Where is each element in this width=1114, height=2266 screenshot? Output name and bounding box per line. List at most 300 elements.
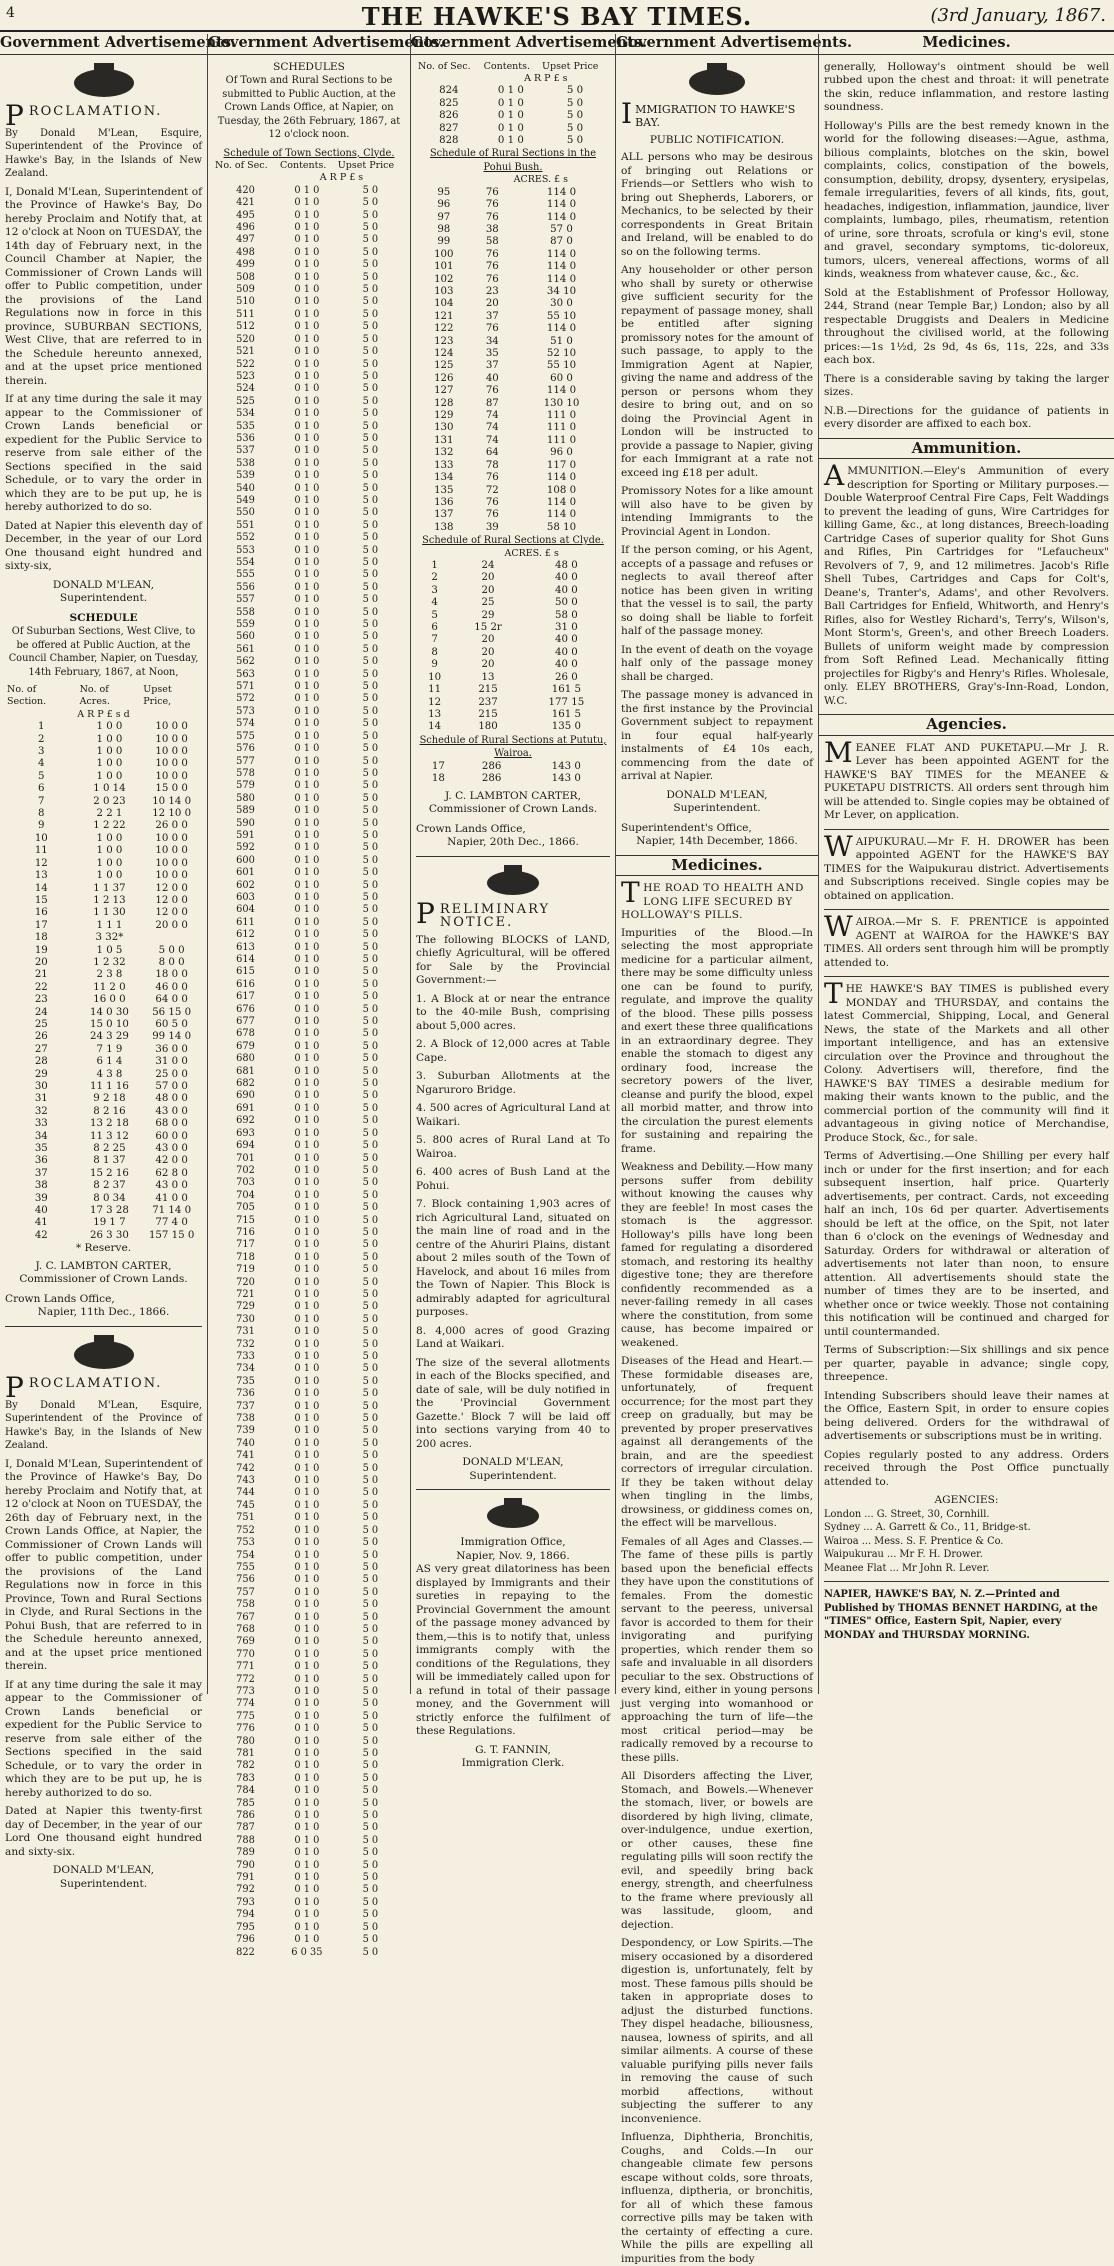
table-cell: 114 0 — [546, 273, 577, 285]
table-cell: 0 1 0 — [294, 1872, 320, 1884]
medicine-saving: There is a considerable saving by taking the larger sizes. — [824, 372, 1109, 398]
table-cell: 15 0 10 — [89, 1018, 129, 1030]
table-row — [416, 610, 610, 622]
table-row — [213, 334, 405, 346]
table-row — [213, 197, 405, 209]
table-cell: 602 — [236, 879, 255, 891]
table-cell: 5 0 — [362, 1499, 379, 1511]
table-cell: 130 — [434, 422, 454, 434]
table-cell: 0 1 0 — [294, 1338, 320, 1350]
table-row — [213, 1351, 405, 1363]
table-cell: 720 — [236, 1276, 255, 1288]
table-cell: 16 — [34, 907, 48, 919]
table-row — [213, 520, 405, 532]
table-cell: 5 0 — [362, 1425, 379, 1437]
table-cell: 8 1 37 — [93, 1155, 126, 1167]
notice-item: 3. Suburban Allotments at the Ngaruroro Bridge. — [416, 1070, 610, 1096]
table-cell: 522 — [236, 358, 255, 370]
table-cell: 573 — [236, 705, 255, 717]
table-row — [416, 261, 610, 273]
newspaper-title: THE HAWKE'S BAY TIMES. — [361, 2, 753, 31]
table-cell: 5 0 — [362, 1847, 379, 1859]
table-cell: 24 3 29 — [89, 1031, 129, 1043]
table-cell: 603 — [236, 891, 255, 903]
table-row — [5, 1019, 202, 1031]
table-cell: 0 1 0 — [294, 1189, 320, 1201]
table-cell: 96 — [437, 199, 451, 211]
table-cell: 702 — [236, 1164, 255, 1176]
table-cell: 592 — [236, 842, 255, 854]
medicine-paragraph: Weakness and Debility.—How many persons suffer from debility without knowing the causes why they are feeble! In most cases the stomach is the aggressor. Holloway's pills have long been famed for regulating a disordered stomach, and restoring its healthy digestive tone; they are therefore confidently recommended as a never-failing remedy in all cases where the constitution, from some cause, has become impaired or weakened. — [621, 1161, 813, 1349]
table-row — [5, 721, 202, 733]
table-cell: 0 1 0 — [294, 1698, 320, 1710]
table-cell: 51 0 — [550, 335, 573, 347]
table-row — [213, 706, 405, 718]
table-cell: 0 1 0 — [294, 321, 320, 333]
table-row — [416, 684, 610, 696]
table-cell: 8 2 16 — [93, 1105, 126, 1117]
table-row — [213, 1438, 405, 1450]
table-cell: 40 0 — [555, 659, 578, 671]
table-cell: 5 0 — [362, 879, 379, 891]
table-row — [5, 808, 202, 820]
table-cell: 0 1 0 — [294, 681, 320, 693]
agencies-heading: AGENCIES: — [934, 1494, 999, 1506]
table-cell: 42 — [34, 1229, 48, 1241]
table-cell: 5 0 — [362, 1810, 379, 1822]
table-cell: 5 0 — [362, 321, 379, 333]
table-cell: 60 0 — [550, 372, 573, 384]
table-cell: 60 0 0 — [155, 1130, 188, 1142]
table-cell: 5 0 — [362, 1177, 379, 1189]
table-row — [5, 796, 202, 808]
table-row — [5, 746, 202, 758]
table-row — [213, 1612, 405, 1624]
table-cell: 4 — [38, 758, 45, 770]
table-cell: 128 — [434, 397, 454, 409]
table-cell: 5 0 — [362, 457, 379, 469]
table-cell: 5 0 — [362, 805, 379, 817]
table-cell: 99 — [437, 236, 451, 248]
immigration-paragraph: ALL persons who may be desirous of bringing out Relations or Friends—or Settlers who wish to bring out Shepherds, Laborers, or Mechanics, to be selected by their correspondents in Great Britain and Ireland, will be enabled to do so on the following terms. — [621, 151, 813, 258]
table-cell: 825 — [439, 97, 459, 109]
table-cell: 5 0 — [362, 1301, 379, 1313]
table-cell: 1 0 0 — [96, 733, 123, 745]
table-row — [416, 560, 610, 572]
table-cell: 5 0 — [362, 370, 379, 382]
table-cell: 5 0 — [362, 1884, 379, 1896]
table-cell: 5 0 — [362, 619, 379, 631]
table-cell: 0 1 0 — [294, 1797, 320, 1809]
table-row — [213, 631, 405, 643]
table-cell: 0 1 0 — [294, 867, 320, 879]
table-cell: 0 1 0 — [294, 383, 320, 395]
table-cell: 0 1 0 — [294, 1847, 320, 1859]
table-cell: 157 15 0 — [148, 1229, 195, 1241]
medicine-continued: generally, Holloway's ointment should be well rubbed upon the chest and throat: it will penetrate the skin, reduce inflammation, and restore lasting soundness. — [824, 60, 1109, 113]
table-cell: 10 0 0 — [155, 746, 188, 758]
table-row — [416, 485, 610, 497]
table-cell: 5 0 — [362, 978, 379, 990]
col-header: Contents. — [279, 160, 327, 171]
table-cell: 0 1 0 — [294, 246, 320, 258]
table-cell: 770 — [236, 1648, 255, 1660]
table-row — [213, 383, 405, 395]
table-row — [213, 321, 405, 333]
town-sections-cont — [416, 61, 610, 148]
table-row — [213, 805, 405, 817]
table-cell: 12 — [428, 696, 442, 708]
table-cell: 559 — [236, 619, 255, 631]
section-heading: Agencies. — [819, 714, 1114, 736]
table-cell: 286 — [481, 760, 502, 772]
table-cell: 11 3 12 — [89, 1130, 129, 1142]
table-row — [416, 323, 610, 335]
table-cell: 5 0 — [362, 234, 379, 246]
table-cell: 737 — [236, 1400, 255, 1412]
table-row — [213, 1512, 405, 1524]
table-row — [5, 957, 202, 969]
table-cell: 16 0 0 — [93, 994, 126, 1006]
table-cell: 0 1 0 — [294, 470, 320, 482]
table-cell: 10 0 0 — [155, 721, 188, 733]
table-cell: 14 0 30 — [89, 1006, 129, 1018]
table-cell: 71 14 0 — [152, 1205, 192, 1217]
table-cell: 111 0 — [546, 422, 577, 434]
table-cell: 143 0 — [551, 773, 581, 785]
table-cell: 5 0 — [362, 1661, 379, 1673]
table-cell: 5 0 — [362, 1834, 379, 1846]
table-cell: 0 1 0 — [294, 1884, 320, 1896]
office-date: Napier, 11th Dec., 1866. — [37, 1306, 170, 1319]
signature-title: Commissioner of Crown Lands. — [19, 1273, 188, 1286]
table-cell: 5 0 — [362, 1772, 379, 1784]
table-cell: 0 1 0 — [294, 842, 320, 854]
table-row — [213, 222, 405, 234]
table-row — [416, 360, 610, 372]
medicine-sold: Sold at the Establishment of Professor Holloway, 244, Strand (near Temple Bar,) London; also by all respectable Druggists and Dealers in Medicine throughout the civilised world, at the following prices:—1s 1½d, 2s 9d, 4s 6s, 11s, 22s, and 33s each box. — [824, 286, 1109, 366]
table-cell: 613 — [236, 941, 255, 953]
table-cell: 6 — [431, 622, 438, 634]
table-cell: 1 0 0 — [96, 870, 123, 882]
table-cell: 537 — [236, 445, 255, 457]
table-row — [5, 870, 202, 882]
table-row — [213, 1649, 405, 1661]
table-cell: 286 — [481, 773, 502, 785]
table-row — [213, 210, 405, 222]
table-cell: 771 — [236, 1661, 255, 1673]
table-row — [5, 734, 202, 746]
table-row — [416, 622, 610, 634]
table-cell: 5 0 — [362, 1326, 379, 1338]
table-cell: 37 — [485, 310, 499, 322]
table-row — [213, 619, 405, 631]
table-row — [416, 497, 610, 509]
agency-entry: Wairoa ... Mess. S. F. Prentice & Co. — [824, 1535, 1004, 1547]
table-cell: 114 0 — [546, 496, 577, 508]
terms-advertising: Terms of Advertising.—One Shilling per every half inch or under for the first insertion; and for each subsequent insertion, half price. Quarterly advertisements, per contract. Cards, not exceeding half an inch, 10s 6d per quarter. Advertisements should be left at the office, on the Spit, not later than 6 o'clock on the evenings of Wednesday and Saturday. Orders for withdrawal or alteration of advertisements not later than noon, to ensure attention. All advertisements should state the number of times they are to be inserted, and whether once or twice weekly. Those not containing this notification will be continued and charged for until countermanded. — [824, 1150, 1109, 1338]
table-cell: 23 — [485, 286, 499, 297]
table-cell: 0 1 0 — [294, 693, 320, 705]
table-row — [416, 472, 610, 484]
table-cell: 10 0 0 — [155, 758, 188, 770]
table-cell: 15 0 0 — [155, 783, 188, 795]
table-cell: 6 0 35 — [291, 1946, 323, 1958]
table-cell: 13 — [481, 671, 495, 683]
table-cell: 87 — [485, 397, 499, 409]
table-row — [213, 545, 405, 557]
table-cell: 2 0 23 — [93, 795, 126, 807]
table-row — [213, 607, 405, 619]
table-cell: 5 0 — [566, 85, 584, 97]
table-cell: 5 0 — [362, 569, 379, 581]
table-cell: 5 0 — [362, 209, 379, 221]
table-row — [213, 768, 405, 780]
table-cell: 121 — [434, 310, 454, 322]
table-cell: 0 1 0 — [294, 1016, 320, 1028]
table-cell: 1 0 0 — [96, 721, 123, 733]
section-heading: Ammunition. — [819, 438, 1114, 460]
table-cell: 5 0 — [362, 197, 379, 209]
table-cell: 509 — [236, 284, 255, 296]
table-cell: 5 0 — [362, 1078, 379, 1090]
table-row — [5, 1118, 202, 1130]
table-row — [213, 1090, 405, 1102]
table-row — [416, 224, 610, 236]
table-cell: 0 1 0 — [294, 1115, 320, 1127]
table-cell: 0 1 0 — [294, 581, 320, 593]
table-cell: 579 — [236, 780, 255, 792]
table-cell: 0 1 0 — [294, 755, 320, 767]
table-row — [213, 1153, 405, 1165]
table-cell: 741 — [236, 1450, 255, 1462]
table-cell: 41 0 0 — [155, 1192, 188, 1204]
table-row — [213, 532, 405, 544]
table-cell: 17 3 28 — [89, 1205, 129, 1217]
table-cell: 614 — [236, 954, 255, 965]
table-row — [416, 447, 610, 459]
table-cell: 127 — [434, 385, 454, 397]
table-row — [213, 1078, 405, 1090]
office: Immigration Office, — [460, 1536, 566, 1549]
table-cell: 5 0 — [362, 792, 379, 804]
table-cell: 1 2 22 — [93, 820, 126, 832]
table-cell: 534 — [236, 408, 255, 420]
table-cell: 12 0 0 — [155, 907, 188, 919]
table-cell: 0 1 0 — [294, 916, 320, 928]
table-cell: 97 — [437, 211, 451, 223]
schedules-title: SCHEDULES — [273, 60, 345, 73]
table-cell: 692 — [236, 1115, 255, 1127]
proclamation-by: By Donald M'Lean, Esquire, Superintendent of the Province of Hawke's Bay, in the Islands of New Zealand. — [5, 1399, 202, 1452]
table-row — [213, 1748, 405, 1760]
table-cell: 576 — [236, 743, 255, 755]
table-cell: 76 — [485, 509, 499, 521]
table-row — [416, 435, 610, 447]
table-cell: 5 0 — [362, 1896, 379, 1908]
medicine-paragraph: Diseases of the Head and Heart.—These formidable diseases are, unfortunately, of frequent occurrence; for the most part they creep on gradually, but may be prevented by proper preservatives against all derangements of the brain, and are the speediest correctors of irregular circulation. If they be taken without delay when tingling in the limbs, drowsiness, or giddiness comes on, the effect will be marvellous. — [621, 1355, 813, 1529]
table-cell: 601 — [236, 867, 255, 879]
table-cell: 5 0 — [362, 1685, 379, 1697]
table-cell: 104 — [434, 298, 454, 310]
column-4: Government Advertisements. IMMIGRATION TO HAWKE'S BAY. PUBLIC NOTIFICATION. ALL persons who may be desirous of bringing out Relations or Friends—or Settlers who wish to bring out Shepherds, Laborers, or Mechanics, to be selected by their correspondents in Great Britain and Ireland, will be enabled to do so on the following terms. Any householder or other person who shall by surety or otherwise give sufficient security for the repayment of passage money, shall be entitled after signing promissory notes for the amount of such passage, to apply to the Immigration Agent at Napier, giving the name and address of the person or persons whom they desire to bring out, and on so doing the Provincial Agent in London will be instructed to provide a passage to Napier, giving for each Immigrant at a rate not exceed ing £18 per adult. Promissory Notes for a like amount will also have to be given by intending Immigrants to the Provincial Agent in London. If the person coming, or his Agent, accepts of a passage and refuses or neglects to avail thereof after notice has been given in writing that the vessel is to sail, the party so doing shall be liable to forfeit half of the passage money. In the event of death on the voyage half only of the passage money shall be charged. The passage money is advanced in the first instance by the Provincial Government subject to repayment in four equal half-yearly instalments of £4 10s each, commencing from the date of arrival at Napier. DONALD M'LEAN, Superintendent. Superintendent's Office, Napier, 14th December, 1866. Medicines. THE ROAD TO HEALTH AND LONG LIFE SECURED BY HOLLOWAY'S PILLS. Impurities of the Blood.—In selecting the most appropriate medicine for a particular ailment, there may be some difficulty unless one can be found to purify, regulate, and improve the quality of the blood. These pills possess and exert these three qualifications in an extraordinary degree. They enable the stomach to digest any ordinary food, increase the secretory powers of the liver, cleanse and purify the blood, expel all morbid matter, and throw into the circulation the purest elements for sustaining and repairing the frame. Weakness and Debility.—How many persons suffer from debility without knowing the causes why they are feeble! In most cases the stomach is the aggressor. Holloway's pills have long been famed for regulating a disordered stomach, and restoring its healthy digestive tone; they are therefore confidently recommended as a never-failing remedy in all cases where the constitution, from some cause, has become impaired or weakened. Diseases of the Head and Heart.—These formidable diseases are, unfortunately, of frequent occurrence; for the most part they creep on gradually, but may be prevented by proper preservatives against all derangements of the brain, and are the speediest correctors of irregular circulation. If they be taken without delay when tingling in the limbs, drowsiness, or giddiness comes on, the effect will be marvellous. Females of all Ages and Classes.—The fame of these pills is partly based upon the beneficial effects they have upon the constitutions of females. From the domestic servant to the peeress, universal favor is accorded to them for their invigorating and purifying properties, which render them so safe and invaluable in all disorders peculiar to the sex. Obstructions of every kind, either in young persons just verging into womanhood or approaching the turn of life—the most critical period—may be radically removed by a recourse to these pills. All Disorders affecting the Liver, Stomach, and Bowels.—Whenever the stomach, liver, or bowels are disordered by high living, climate, over-indulgence, undue exertion, or other causes, these fine regulating pills will soon rectify the evil, and speedily bring back energy, strength, and cheerfulness to the frame where previously all was lassitude, gloom, and dejection. Despondency, or Low Spirits.—The misery occasioned by a disordered digestion is, unfortunately, felt by most. These famous pills should be taken in appropriate doses to adjust the disturbed functions. They dispel headache, biliousness, nausea, lowness of spirits, and all similar ailments. A course of these valuable purifying pills never fails in removing the cause of such morbid affections, without subjecting the sufferer to any inconvenience. Influenza, Diphtheria, Bronchitis, Coughs, and Colds.—In our changeable climate few persons escape without colds, sore throats, influenza, diptheria, or bronchitis, for all of which these famous corrective pills may be taken with the certainty of effecting a cure. While the pills are expelling all impurities from the body — [616, 34, 853, 2265]
table-cell: 5 0 — [362, 693, 379, 705]
table-cell: 0 1 0 — [294, 482, 320, 494]
table-row — [5, 833, 202, 845]
table-cell: 0 1 0 — [294, 507, 320, 519]
medicine-paragraph: Influenza, Diphtheria, Bronchitis, Coughs, and Colds.—In our changeable climate few persons escape without colds, sore throats, influenza, diptheria, or bronchitis, for all of which these famous corrective pills may be taken with the certainty of effecting a cure. While the pills are expelling all impurities from the body — [621, 2131, 813, 2265]
table-cell: 87 0 — [550, 236, 573, 248]
table-cell: 510 — [236, 296, 255, 308]
table-cell: 561 — [236, 643, 255, 655]
table-row — [213, 1711, 405, 1723]
table-cell: 5 0 — [362, 1313, 379, 1325]
table-cell: 5 0 — [362, 1549, 379, 1561]
table-cell: 550 — [236, 507, 255, 519]
table-cell: 740 — [236, 1437, 255, 1449]
table-cell: 0 1 0 — [294, 1239, 320, 1251]
table-cell: 114 0 — [546, 248, 577, 260]
office: Superintendent's Office, — [621, 821, 752, 834]
table-cell: 5 0 — [362, 656, 379, 668]
table-cell: 0 1 0 — [294, 346, 320, 358]
table-cell: 0 1 0 — [294, 941, 320, 953]
table-cell: 25 — [34, 1018, 48, 1030]
table-cell: 5 0 — [362, 1226, 379, 1238]
immigration-paragraph: In the event of death on the voyage half only of the passage money shall be charged. — [621, 643, 813, 683]
table-row — [213, 1487, 405, 1499]
table-cell: 0 1 0 — [294, 1611, 320, 1623]
table-cell: 114 0 — [546, 211, 577, 223]
table-cell: 5 0 — [362, 1785, 379, 1797]
col-header: No. of Sec. — [215, 160, 268, 171]
table-row — [416, 572, 610, 584]
table-cell: 0 1 0 — [294, 358, 320, 370]
table-cell: 0 1 0 — [294, 370, 320, 382]
table-cell: 31 0 0 — [155, 1056, 188, 1068]
table-row — [213, 421, 405, 433]
table-row — [5, 1180, 202, 1192]
table-row — [5, 820, 202, 832]
table-cell: 5 0 — [362, 1574, 379, 1586]
masthead — [0, 0, 1114, 32]
schedules-desc: Of Town and Rural Sections to be submitted to Public Auction, at the Crown Lands Office, at Napier, on Tuesday, the 26th February, 1867, at 12 o'clock noon. — [217, 75, 401, 140]
col-header: No. of Section. — [7, 684, 47, 708]
signature-title: Superintendent. — [59, 592, 148, 604]
table-cell: 5 0 — [362, 494, 379, 506]
table-cell: 5 0 — [362, 1611, 379, 1623]
table-row — [5, 982, 202, 994]
table-cell: 498 — [236, 246, 255, 258]
medicine-paragraph: Impurities of the Blood.—In selecting the most appropriate medicine for a particular ailment, there may be some difficulty unless one can be found to purify, regulate, and improve the quality of the blood. These pills possess and exert these three qualifications in an extraordinary degree. They enable the stomach to digest any ordinary food, increase the secretory powers of the liver, cleanse and purify the blood, expel all morbid matter, and throw into the circulation the purest elements for sustaining and repairing the frame. — [621, 926, 813, 1155]
table-cell: 5 0 — [362, 1698, 379, 1710]
table-row — [213, 693, 405, 705]
table-row — [416, 123, 610, 135]
table-row — [5, 1131, 202, 1143]
table-cell: 0 1 0 — [294, 606, 320, 618]
table-row — [213, 818, 405, 830]
table-cell: 615 — [236, 966, 255, 978]
col-header: Upset Price — [542, 60, 599, 72]
signature: DONALD M'LEAN, — [52, 1864, 155, 1877]
table-cell: 776 — [236, 1723, 255, 1735]
table-cell: 553 — [236, 544, 255, 556]
immigration-subtitle: PUBLIC NOTIFICATION. — [649, 133, 785, 146]
table-row — [213, 1190, 405, 1202]
table-cell: 5 0 — [362, 395, 379, 407]
table-row — [416, 422, 610, 434]
table-cell: 2 3 8 — [96, 969, 123, 981]
table-cell: 495 — [236, 209, 255, 221]
table-cell: 100 — [434, 248, 454, 260]
table-cell: 535 — [236, 420, 255, 432]
table-row — [416, 522, 610, 534]
table-row — [416, 659, 610, 671]
table-cell: 0 1 0 — [294, 829, 320, 841]
table-cell: 604 — [236, 904, 255, 916]
table-cell: 5 0 — [362, 1363, 379, 1375]
notice-lead: The following BLOCKS of LAND, chiefly Agricultural, will be offered for Sale by the Provincial Government:— — [416, 933, 610, 987]
table-cell: 126 — [434, 372, 454, 384]
column-3: Government Advertisements. No. of Sec. Contents. Upset Price A R P £ s 824 0 1 0 5 0 825 0 1 0 5 0 826 0 1 0 5 0 827 0 1 0 5 0 828 0 1 0 5 0 Schedule of Rural Sections in the Pohui Bush. ACRES. £ s 95 76 114 0 96 76 114 0 97 76 114 0 98 38 57 0 99 58 87 0 100 76 114 0 101 76 114 0 102 76 114 0 103 23 34 10 104 20 30 0 121 37 55 10 122 76 114 0 123 34 51 0 124 35 52 10 125 37 55 10 126 40 60 0 127 76 114 0 128 87 130 10 129 74 111 0 130 74 111 0 131 74 111 0 132 64 96 0 133 78 117 0 134 76 114 0 135 72 108 0 136 76 114 0 137 76 114 0 138 39 58 10 Schedule of Rural Sections at Clyde. ACRES. £ s 1 24 48 0 2 20 40 0 3 20 40 0 4 25 50 0 5 29 58 0 6 15 2r 31 0 7 20 40 0 8 20 40 0 9 20 40 0 10 13 26 0 11 215 161 5 12 237 177 15 13 215 161 5 14 180 135 0 Schedule of Rural Sections at Pututu, Wairoa. 17 286 143 0 18 286 143 0 J. C. LAMBTON CARTER, Commissioner of Crown Lands. Crown Lands Office, Napier, 20th Dec., 1866. PRELIMINARY NOTICE. The following BLOCKS of LAND, chiefly Agricultural, will be offered for Sale by the Provincial Government:— 1. A Block at or near the entrance to the 40-mile Bush, comprising about 5,000 acres. 2. A Block of 12,000 acres at Table Cape. 3. Suburban Allotments at the Ngaruroro Bridge. 4. 500 acres of Agricultural Land at Waikari. 5. 800 acres of Rural Land at To Wairoa. 6. 400 acres of Bush Land at the Pohui. 7. Block containing 1,903 acres of rich Agricultural Land, situated on the main line of road and in the centre of the Ahuriri Plains, distant about 2 miles south of the Town of Havelock, and about 16 miles from the Town of Napier. This Block is admirably adapted for agricultural purposes. 8. 4,000 acres of good Grazing Land at Waikari. The size of the several allotments in each of the Blocks specified, and date of sale, will be duly notified in the 'Provincial Government Gazette.' Block 7 will be laid off into sections varying from 40 to 200 acres. DONALD M'LEAN, Superintendent. Immigration Office, Napier, Nov. 9, 1866. AS very great dilatoriness has been displayed by Immigrants and their sureties in repaying to the Provincial Government the amount of the passage money advanced by them,—this is to notify that, unless immigrants comply with the conditions of the Regulations, they will be immediately called upon for a refund in total of their passage money, and the Government will strictly enforce the fulfilment of these Regulations. G. T. FANNIN, Immigration Clerk. — [411, 34, 648, 1770]
table-cell: 1 1 1 — [96, 919, 123, 931]
table-row — [213, 1860, 405, 1872]
table-cell: 557 — [236, 594, 255, 606]
table-row — [416, 274, 610, 286]
table-cell: 0 1 0 — [294, 1214, 320, 1226]
table-cell: 0 1 0 — [294, 1177, 320, 1189]
proclamation-body-2: If at any time during the sale it may appear to the Commissioner of Crown Lands beneficial or expedient for the Public Service to reserve from sale either of the Sections specified in the said Schedule, or to vary the order in which they are to be put up, he is hereby authorized to do so. — [5, 1678, 202, 1799]
copies-note: Copies regularly posted to any address. Orders received through the Post Office punctually attended to. — [824, 1448, 1109, 1488]
table-cell: 496 — [236, 222, 255, 234]
office-date: Napier, Nov. 9, 1866. — [456, 1549, 570, 1562]
table-cell: 5 0 — [362, 1599, 379, 1611]
table-cell: 5 0 — [362, 284, 379, 296]
table-row — [213, 1847, 405, 1859]
table-cell: 5 0 — [362, 1127, 379, 1139]
table-cell: 743 — [236, 1475, 255, 1487]
table-row — [213, 1339, 405, 1351]
table-cell: 18 — [34, 932, 48, 944]
table-row — [213, 185, 405, 197]
table-cell: 46 0 0 — [155, 981, 188, 993]
table-cell: 560 — [236, 631, 255, 643]
table-cell: 76 — [485, 248, 499, 260]
table-cell: 572 — [236, 693, 255, 705]
table-cell: 76 — [485, 385, 499, 397]
table-row — [416, 98, 610, 110]
schedule-desc: Of Suburban Sections, West Clive, to be offered at Public Auction, at the Council Chamber, Napier, on Tuesday, 14th February, 1867, at Noon, — [8, 626, 199, 678]
table-row — [213, 1636, 405, 1648]
table-row — [213, 1326, 405, 1338]
table-row — [213, 1674, 405, 1686]
table-cell: 730 — [236, 1313, 255, 1325]
table-cell: 0 1 0 — [294, 296, 320, 308]
table-cell: 691 — [236, 1102, 255, 1114]
table-cell: 35 — [485, 348, 499, 360]
table-cell: 102 — [434, 273, 454, 285]
table-cell: 1 2 32 — [93, 956, 126, 968]
table-cell: 21 — [34, 969, 48, 981]
table-cell: 744 — [236, 1487, 255, 1499]
table-cell: 12 0 0 — [155, 882, 188, 894]
table-cell: 5 0 — [362, 482, 379, 494]
table-cell: 721 — [236, 1288, 255, 1300]
table-cell: 5 0 — [362, 941, 379, 953]
table-cell: 5 0 — [362, 916, 379, 928]
table-cell: 5 0 — [362, 842, 379, 854]
table-cell: 734 — [236, 1363, 255, 1375]
